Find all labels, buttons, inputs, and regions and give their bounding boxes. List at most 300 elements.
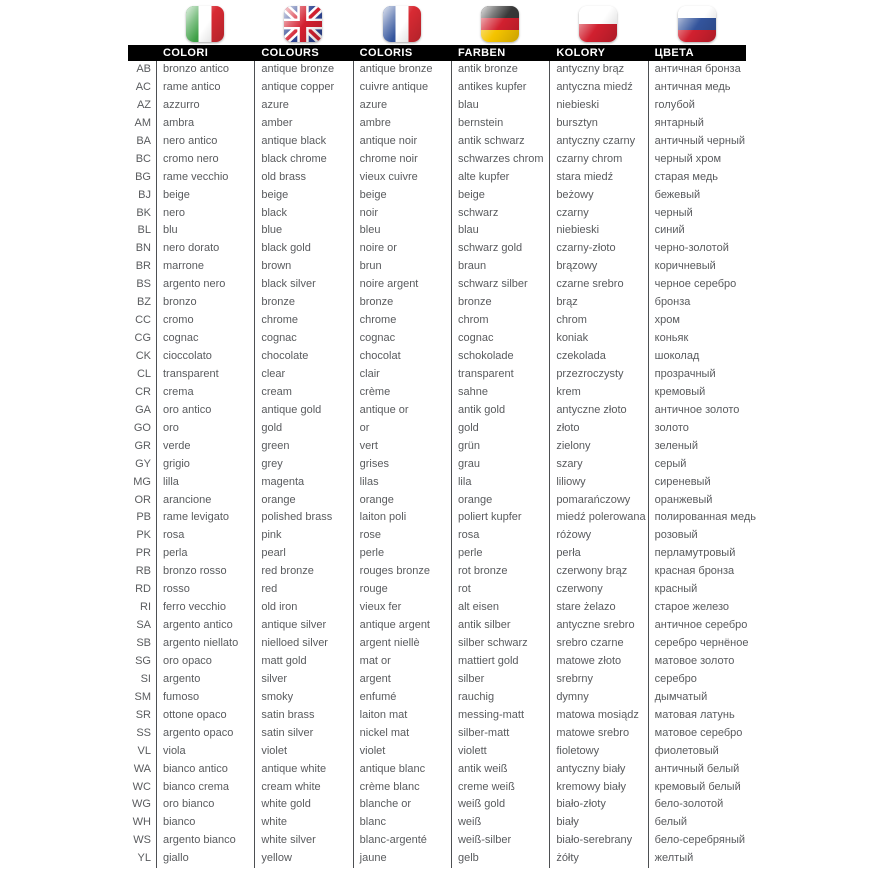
column-header-farben: FARBEN xyxy=(457,47,506,59)
color-code-cell: RB xyxy=(135,565,151,578)
translation-cell: серебро xyxy=(648,671,746,689)
translation-cell: дымчатый xyxy=(648,689,746,707)
translation-cell: crème blanc xyxy=(353,779,451,797)
translation-cell: ferro vecchio xyxy=(156,599,254,617)
translation-cell: antyczny biały xyxy=(549,761,647,779)
table-row xyxy=(128,617,746,635)
color-code-cell: AB xyxy=(136,63,151,75)
translation-cell: clair xyxy=(353,366,451,384)
translation-cell: черный xyxy=(648,205,746,223)
translation-cell: red bronze xyxy=(254,563,352,581)
translation-cell: argent niellè xyxy=(353,635,451,653)
translation-cell: giallo xyxy=(156,850,254,868)
russia-flag-slot xyxy=(648,6,746,42)
translation-cell: lilla xyxy=(156,474,254,492)
translation-cell: viola xyxy=(156,743,254,761)
color-code-cell: CK xyxy=(135,350,151,362)
translation-cell: черно-золотой xyxy=(648,240,746,258)
translation-cell: rouge xyxy=(353,581,451,599)
translation-cell: bronzo antico xyxy=(156,61,254,79)
translation-cell: cream white xyxy=(254,779,352,797)
translation-cell: зеленый xyxy=(648,438,746,456)
poland-flag-icon xyxy=(579,6,617,42)
germany-flag-slot xyxy=(451,6,549,42)
translation-cell: orange xyxy=(254,492,352,510)
translation-cell: fioletowy xyxy=(549,743,647,761)
translation-cell: schwarz silber xyxy=(451,276,549,294)
translation-cell: white xyxy=(254,814,352,832)
translation-cell: хром xyxy=(648,312,746,330)
translation-cell: antik weiß xyxy=(451,761,549,779)
translation-cell: or xyxy=(353,420,451,438)
translation-cell: матовое серебро xyxy=(648,725,746,743)
translation-cell: antyczny brąz xyxy=(549,61,647,79)
translation-cell: rosa xyxy=(156,527,254,545)
translation-cell: white silver xyxy=(254,832,352,850)
translation-cell: biały xyxy=(549,814,647,832)
translation-cell: kremowy biały xyxy=(549,779,647,797)
france-flag-slot xyxy=(353,6,451,42)
table-row xyxy=(128,402,746,420)
translation-cell: blue xyxy=(254,222,352,240)
translation-cell: zielony xyxy=(549,438,647,456)
color-code-cell: CC xyxy=(135,314,151,327)
translation-cell: blu xyxy=(156,222,254,240)
translation-cell: antyczny czarny xyxy=(549,133,647,151)
translation-cell: verde xyxy=(156,438,254,456)
translation-cell: cromo nero xyxy=(156,151,254,169)
table-row xyxy=(128,761,746,779)
translation-cell: antique blanc xyxy=(353,761,451,779)
translation-cell: czekolada xyxy=(549,348,647,366)
translation-cell: шоколад xyxy=(648,348,746,366)
table-row xyxy=(128,850,746,868)
translation-cell: gold xyxy=(451,420,549,438)
translation-cell: czerwony brąz xyxy=(549,563,647,581)
table-row xyxy=(128,492,746,510)
translation-cell: perla xyxy=(156,545,254,563)
translation-cell: blanc xyxy=(353,814,451,832)
color-code-cell: BK xyxy=(136,206,151,219)
table-row xyxy=(128,456,746,474)
translation-cell: szary xyxy=(549,456,647,474)
color-code-cell: BS xyxy=(136,278,151,291)
translation-cell: antique or xyxy=(353,402,451,420)
translation-cell: azzurro xyxy=(156,97,254,115)
translation-cell: crema xyxy=(156,384,254,402)
table-row xyxy=(128,563,746,581)
flags-row-spacer xyxy=(128,6,156,42)
table-row xyxy=(128,115,746,133)
translation-cell: полированная медь xyxy=(648,509,746,527)
translation-cell: noir xyxy=(353,205,451,223)
translation-cell: satin silver xyxy=(254,725,352,743)
translation-cell: argent xyxy=(353,671,451,689)
color-code-cell: RI xyxy=(140,601,151,614)
table-row xyxy=(128,276,746,294)
table-row xyxy=(128,743,746,761)
flags-row xyxy=(128,6,746,42)
translation-cell: bianco crema xyxy=(156,779,254,797)
translation-cell: розовый xyxy=(648,527,746,545)
translation-cell: creme weiß xyxy=(451,779,549,797)
translation-cell: antik schwarz xyxy=(451,133,549,151)
russia-flag-icon xyxy=(678,6,716,42)
translation-cell: ottone opaco xyxy=(156,707,254,725)
translation-cell: кремовый белый xyxy=(648,779,746,797)
translation-cell: прозрачный xyxy=(648,366,746,384)
translation-cell: античный белый xyxy=(648,761,746,779)
translation-cell: chrome noir xyxy=(353,151,451,169)
translation-cell: żółty xyxy=(549,850,647,868)
color-code-cell: BN xyxy=(135,242,151,255)
table-row xyxy=(128,97,746,115)
translation-cell: nero xyxy=(156,205,254,223)
table-row xyxy=(128,169,746,187)
translation-cell: czarny-złoto xyxy=(549,240,647,258)
table-row xyxy=(128,205,746,223)
color-code-cell: BC xyxy=(135,152,151,165)
italy-flag-icon xyxy=(186,6,224,42)
translation-cell: noire argent xyxy=(353,276,451,294)
translation-cell: liliowy xyxy=(549,474,647,492)
translation-cell: bleu xyxy=(353,222,451,240)
translation-cell: rame antico xyxy=(156,79,254,97)
translation-cell: weiß-silber xyxy=(451,832,549,850)
color-code-cell: WC xyxy=(132,780,151,793)
translation-cell: серый xyxy=(648,456,746,474)
color-code-cell: SG xyxy=(135,654,151,667)
table-row xyxy=(128,366,746,384)
translation-cell: schokolade xyxy=(451,348,549,366)
translation-cell: antique white xyxy=(254,761,352,779)
translation-cell: фиолетовый xyxy=(648,743,746,761)
translation-cell: chrome xyxy=(353,312,451,330)
translation-cell: clear xyxy=(254,366,352,384)
translation-cell: old brass xyxy=(254,169,352,187)
color-code-cell: WS xyxy=(133,834,151,847)
column-header-kolory: KOLORY xyxy=(556,47,606,59)
translation-cell: biało-serebrany xyxy=(549,832,647,850)
translation-cell: antyczna miedź xyxy=(549,79,647,97)
column-header-colori: COLORI xyxy=(163,47,209,59)
translation-cell: argento antico xyxy=(156,617,254,635)
translation-cell: cioccolato xyxy=(156,348,254,366)
translation-cell: sahne xyxy=(451,384,549,402)
translation-cell: blanc-argenté xyxy=(353,832,451,850)
translation-cell: niebieski xyxy=(549,97,647,115)
translation-cell: античное золото xyxy=(648,402,746,420)
translation-cell: brązowy xyxy=(549,258,647,276)
translation-cell: beige xyxy=(156,187,254,205)
translation-cell: magenta xyxy=(254,474,352,492)
translation-cell: schwarz xyxy=(451,205,549,223)
translation-cell: matowe srebro xyxy=(549,725,647,743)
translation-cell: красный xyxy=(648,581,746,599)
translation-cell: матовое золото xyxy=(648,653,746,671)
translation-cell: античная медь xyxy=(648,79,746,97)
translation-cell: янтарный xyxy=(648,115,746,133)
translation-cell: antique noir xyxy=(353,133,451,151)
translation-cell: pink xyxy=(254,527,352,545)
translation-cell: beige xyxy=(451,187,549,205)
translation-cell: stare żelazo xyxy=(549,599,647,617)
table-row xyxy=(128,707,746,725)
italy-flag-slot xyxy=(156,6,254,42)
color-code-cell: CR xyxy=(135,385,151,398)
translation-cell: brown xyxy=(254,258,352,276)
translation-cell: cognac xyxy=(156,330,254,348)
translation-cell: grises xyxy=(353,456,451,474)
translation-cell: argento xyxy=(156,671,254,689)
translation-cell: antique argent xyxy=(353,617,451,635)
translation-cell: polished brass xyxy=(254,509,352,527)
translation-cell: chrom xyxy=(451,312,549,330)
translation-cell: silver xyxy=(254,671,352,689)
uk-flag-slot xyxy=(254,6,352,42)
france-flag-icon xyxy=(383,6,421,42)
translation-cell: alte kupfer xyxy=(451,169,549,187)
translation-cell: miedź polerowana xyxy=(549,509,647,527)
translation-cell: antik bronze xyxy=(451,61,549,79)
color-code-cell: GR xyxy=(134,439,151,452)
translation-cell: pomarańczowy xyxy=(549,492,647,510)
translation-cell: античное серебро xyxy=(648,617,746,635)
translation-cell: brąz xyxy=(549,294,647,312)
translation-cell: noire or xyxy=(353,240,451,258)
color-code-cell: CG xyxy=(134,332,151,345)
translation-cell: mattiert gold xyxy=(451,653,549,671)
translation-cell: beżowy xyxy=(549,187,647,205)
table-row xyxy=(128,796,746,814)
translation-cell: cromo xyxy=(156,312,254,330)
translation-cell: jaune xyxy=(353,850,451,868)
translation-cell: silber schwarz xyxy=(451,635,549,653)
color-code-cell: BA xyxy=(136,134,151,147)
translation-cell: krem xyxy=(549,384,647,402)
translation-cell: braun xyxy=(451,258,549,276)
column-header-colours: COLOURS xyxy=(261,47,320,59)
translation-cell: vieux fer xyxy=(353,599,451,617)
translation-cell: bronze xyxy=(353,294,451,312)
translation-cell: oro xyxy=(156,420,254,438)
translation-cell: antyczne srebro xyxy=(549,617,647,635)
color-code-cell: SS xyxy=(136,726,151,739)
translation-cell: orange xyxy=(451,492,549,510)
translation-cell: oro bianco xyxy=(156,796,254,814)
translation-cell: laiton poli xyxy=(353,509,451,527)
translation-cell: rauchig xyxy=(451,689,549,707)
color-code-cell: WG xyxy=(132,798,151,811)
translation-cell: antique copper xyxy=(254,79,352,97)
table-row xyxy=(128,61,746,79)
translation-cell: rot xyxy=(451,581,549,599)
translation-cell: enfumé xyxy=(353,689,451,707)
translation-cell: кремовый xyxy=(648,384,746,402)
translation-cell: messing-matt xyxy=(451,707,549,725)
translation-cell: czarny chrom xyxy=(549,151,647,169)
color-code-cell: PK xyxy=(136,529,151,542)
translation-cell: bianco antico xyxy=(156,761,254,779)
translation-cell: lila xyxy=(451,474,549,492)
translation-cell: rame levigato xyxy=(156,509,254,527)
translation-cell: czerwony xyxy=(549,581,647,599)
table-row xyxy=(128,240,746,258)
color-code-cell: PR xyxy=(135,547,151,560)
translation-cell: marrone xyxy=(156,258,254,276)
translation-cell: белый xyxy=(648,814,746,832)
translation-cell: crème xyxy=(353,384,451,402)
table-row xyxy=(128,294,746,312)
color-code-cell: CL xyxy=(136,367,151,380)
translation-cell: rouges bronze xyxy=(353,563,451,581)
translation-cell: blanche or xyxy=(353,796,451,814)
translation-cell: cream xyxy=(254,384,352,402)
translation-cell: antikes kupfer xyxy=(451,79,549,97)
translation-cell: czarne srebro xyxy=(549,276,647,294)
table-row xyxy=(128,581,746,599)
translation-cell: antique silver xyxy=(254,617,352,635)
translation-cell: nielloed silver xyxy=(254,635,352,653)
translation-cell: red xyxy=(254,581,352,599)
translation-cell: perle xyxy=(353,545,451,563)
table-row xyxy=(128,79,746,97)
color-code-cell: SM xyxy=(134,690,151,703)
table-row xyxy=(128,187,746,205)
table-row xyxy=(128,527,746,545)
translation-cell: matt gold xyxy=(254,653,352,671)
translation-cell: schwarzes chrom xyxy=(451,151,549,169)
table-row xyxy=(128,814,746,832)
color-code-cell: SI xyxy=(140,672,151,685)
translation-cell: бежевый xyxy=(648,187,746,205)
translation-cell: ambre xyxy=(353,115,451,133)
translation-cell: античная бронза xyxy=(648,61,746,79)
translation-cell: vert xyxy=(353,438,451,456)
column-header-цвета: ЦВЕТА xyxy=(654,47,694,59)
translation-cell: perła xyxy=(549,545,647,563)
translation-cell: silber xyxy=(451,671,549,689)
color-code-cell: WH xyxy=(132,816,151,829)
translation-cell: bernstein xyxy=(451,115,549,133)
translation-cell: fumoso xyxy=(156,689,254,707)
table-body xyxy=(128,61,756,868)
translation-cell: yellow xyxy=(254,850,352,868)
color-code-cell: BZ xyxy=(136,296,151,309)
color-code-cell: VL xyxy=(137,744,151,757)
translation-cell: cognac xyxy=(451,330,549,348)
germany-flag-icon xyxy=(481,6,519,42)
translation-table xyxy=(128,6,756,868)
translation-cell: blau xyxy=(451,222,549,240)
table-row xyxy=(128,474,746,492)
translation-cell: nickel mat xyxy=(353,725,451,743)
translation-cell: античный черный xyxy=(648,133,746,151)
translation-cell: оранжевый xyxy=(648,492,746,510)
translation-cell: красная бронза xyxy=(648,563,746,581)
translation-cell: weiß gold xyxy=(451,796,549,814)
color-code-cell: SB xyxy=(136,637,151,649)
translation-cell: cognac xyxy=(254,330,352,348)
table-row xyxy=(128,509,756,527)
translation-cell: gelb xyxy=(451,850,549,868)
translation-cell: transparent xyxy=(156,366,254,384)
translation-cell: azure xyxy=(353,97,451,115)
translation-cell: argento nero xyxy=(156,276,254,294)
translation-cell: bianco xyxy=(156,814,254,832)
table-row xyxy=(128,348,746,366)
table-row xyxy=(128,438,746,456)
uk-flag-icon xyxy=(284,6,322,42)
translation-cell: blau xyxy=(451,97,549,115)
translation-cell: amber xyxy=(254,115,352,133)
translation-cell: rot bronze xyxy=(451,563,549,581)
translation-cell: alt eisen xyxy=(451,599,549,617)
translation-cell: dymny xyxy=(549,689,647,707)
translation-cell: violet xyxy=(254,743,352,761)
translation-cell: schwarz gold xyxy=(451,240,549,258)
table-row xyxy=(128,689,746,707)
translation-cell: black xyxy=(254,205,352,223)
translation-cell: niebieski xyxy=(549,222,647,240)
translation-cell: czarny xyxy=(549,205,647,223)
translation-cell: argento bianco xyxy=(156,832,254,850)
translation-cell: satin brass xyxy=(254,707,352,725)
table-row xyxy=(128,222,746,240)
translation-cell: przezroczysty xyxy=(549,366,647,384)
translation-cell: grigio xyxy=(156,456,254,474)
translation-cell: green xyxy=(254,438,352,456)
translation-cell: желтый xyxy=(648,850,746,868)
color-code-cell: SA xyxy=(136,619,151,632)
translation-cell: старая медь xyxy=(648,169,746,187)
table-row xyxy=(128,671,746,689)
translation-cell: синий xyxy=(648,222,746,240)
color-code-cell: GO xyxy=(133,421,151,434)
translation-cell: black silver xyxy=(254,276,352,294)
translation-cell: серебро чернёное xyxy=(648,635,746,653)
color-code-cell: GY xyxy=(135,457,151,470)
translation-cell: beige xyxy=(353,187,451,205)
translation-cell: beige xyxy=(254,187,352,205)
translation-cell: сиреневый xyxy=(648,474,746,492)
translation-cell: chocolat xyxy=(353,348,451,366)
table-row xyxy=(128,312,746,330)
translation-cell: white gold xyxy=(254,796,352,814)
translation-cell: bursztyn xyxy=(549,115,647,133)
translation-cell: black gold xyxy=(254,240,352,258)
translation-cell: różowy xyxy=(549,527,647,545)
translation-cell: бронза xyxy=(648,294,746,312)
color-code-cell: BL xyxy=(137,224,151,237)
table-row xyxy=(128,133,746,151)
color-code-cell: SR xyxy=(135,708,151,721)
color-code-cell: AZ xyxy=(136,98,151,111)
translation-cell: gold xyxy=(254,420,352,438)
translation-cell: violet xyxy=(353,743,451,761)
translation-cell: pearl xyxy=(254,545,352,563)
translation-cell: matowa mosiądz xyxy=(549,707,647,725)
translation-cell: cognac xyxy=(353,330,451,348)
translation-cell: oro antico xyxy=(156,402,254,420)
translation-cell: grey xyxy=(254,456,352,474)
table-row xyxy=(128,635,749,653)
color-code-cell: AM xyxy=(134,116,151,129)
translation-cell: złoto xyxy=(549,420,647,438)
translation-cell: rosso xyxy=(156,581,254,599)
translation-cell: grün xyxy=(451,438,549,456)
translation-cell: chrom xyxy=(549,312,647,330)
